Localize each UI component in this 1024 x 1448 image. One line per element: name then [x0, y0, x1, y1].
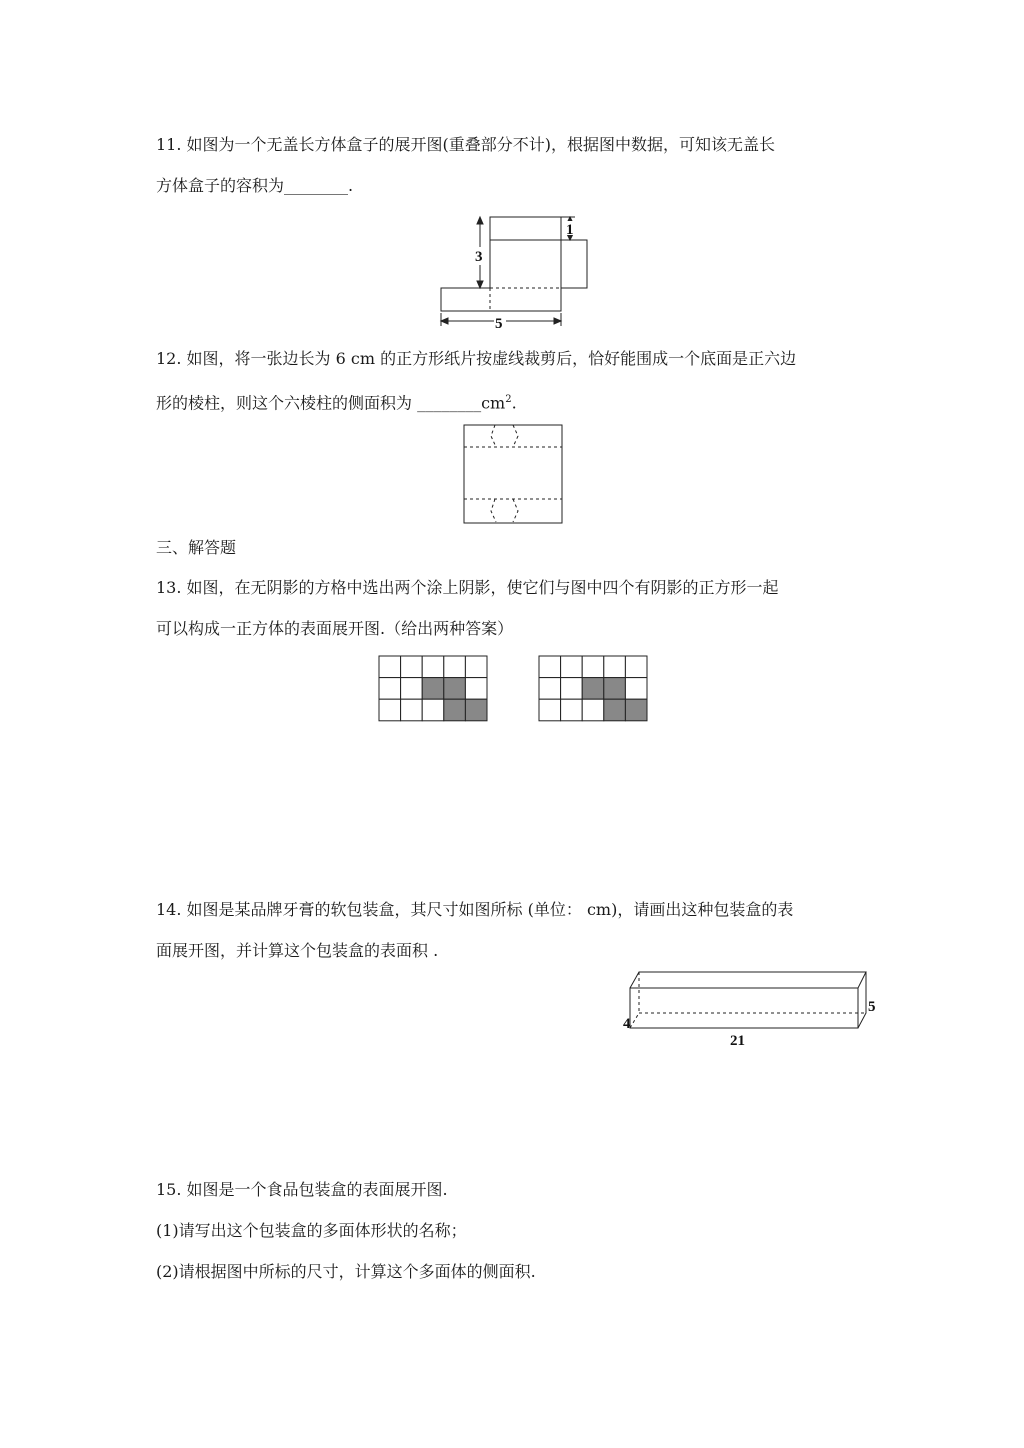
grid-cell	[444, 656, 466, 678]
section-3-title: 三、解答题	[156, 538, 237, 557]
grid-cell-shaded	[444, 699, 466, 721]
q14-label-5: 5	[868, 999, 876, 1015]
grid-cell-shaded	[604, 678, 626, 700]
q14-text-line-1: 14. 如图是某品牌牙膏的软包装盒，其尺寸如图所标 (单位： cm)，请画出这种包装盒的表	[156, 900, 794, 919]
grid-cell-shaded	[422, 678, 444, 700]
q11-label-1: 1	[566, 222, 574, 238]
q15-text-line-2: (1)请写出这个包装盒的多面体形状的名称；	[156, 1221, 467, 1240]
q11-bottom-strip	[441, 240, 561, 311]
q11-label-5: 5	[495, 316, 503, 332]
grid-cell-shaded	[625, 699, 647, 721]
grid-cell	[539, 699, 561, 721]
q12-text-line-2: 形的棱柱，则这个六棱柱的侧面积为 $\_\_\_\_\_\_\_\_cm^2$.	[156, 393, 517, 413]
q11-label-3: 3	[475, 249, 483, 265]
grid-cell	[422, 656, 444, 678]
grid-cell-shaded	[582, 678, 604, 700]
grid-cell	[539, 656, 561, 678]
q11-text-line-1: 11. 如图为一个无盖长方体盒子的展开图(重叠部分不计)，根据图中数据，可知该无盖长	[156, 135, 776, 154]
q13-grid-left	[378, 655, 490, 723]
grid-cell-shaded	[465, 699, 487, 721]
grid-cell	[379, 656, 401, 678]
grid-cell	[465, 678, 487, 700]
grid-cell	[401, 699, 423, 721]
q14-front-face	[630, 988, 858, 1028]
grid-cell	[379, 699, 401, 721]
q12-square-paper-figure	[463, 424, 565, 526]
grid-cell	[379, 678, 401, 700]
q11-text-line-2: 方体盒子的容积为________.	[156, 176, 354, 195]
grid-cell	[625, 656, 647, 678]
grid-cell	[561, 699, 583, 721]
grid-cell	[422, 699, 444, 721]
q12-square-outline	[464, 425, 562, 523]
grid-cell	[561, 678, 583, 700]
grid-cell	[465, 656, 487, 678]
q11-box-net-figure	[430, 210, 600, 334]
grid-cell	[539, 678, 561, 700]
grid-cell-shaded	[444, 678, 466, 700]
q12-text-line-1: 12. 如图，将一张边长为 6 cm 的正方形纸片按虚线裁剪后，恰好能围成一个底面是正六边	[156, 349, 797, 368]
q14-label-21: 21	[730, 1033, 745, 1049]
q14-label-4: 4	[623, 1016, 631, 1032]
grid-cell-shaded	[604, 699, 626, 721]
q13-text-line-1: 13. 如图，在无阴影的方格中选出两个涂上阴影，使它们与图中四个有阴影的正方形一起	[156, 578, 779, 597]
grid-cell	[604, 656, 626, 678]
q14-toothpaste-box-figure	[618, 966, 878, 1050]
grid-cell	[401, 656, 423, 678]
grid-cell	[582, 656, 604, 678]
q15-text-line-3: (2)请根据图中所标的尺寸，计算这个多面体的侧面积.	[156, 1262, 536, 1281]
q14-text-line-2: 面展开图，并计算这个包装盒的表面积 .	[156, 941, 439, 960]
grid-cell	[401, 678, 423, 700]
q13-grid-right	[538, 655, 650, 723]
q11-right-face	[561, 240, 587, 288]
q11-top-face	[490, 217, 561, 240]
q13-text-line-2: 可以构成一正方体的表面展开图.（给出两种答案）	[156, 619, 514, 638]
grid-cell	[561, 656, 583, 678]
q15-text-line-1: 15. 如图是一个食品包装盒的表面展开图.	[156, 1180, 448, 1199]
grid-cell	[625, 678, 647, 700]
q12-superscript: 2	[505, 394, 512, 405]
grid-cell	[582, 699, 604, 721]
